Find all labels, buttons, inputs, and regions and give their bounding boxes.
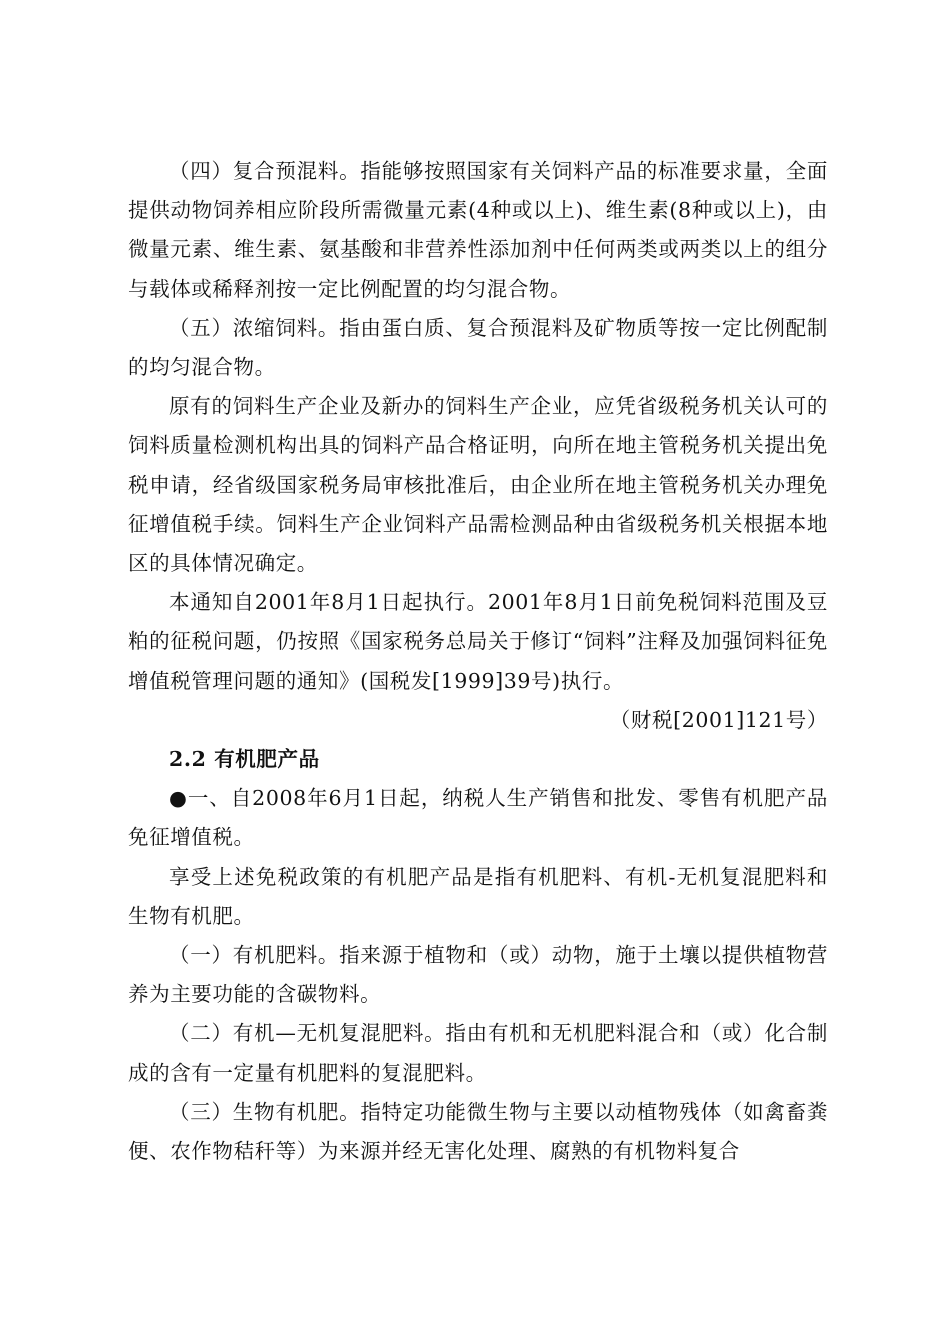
paragraph-organic-fertilizer-definition: （一）有机肥料。指来源于植物和（或）动物，施于土壤以提供植物营养为主要功能的含碳物料。	[128, 943, 828, 1007]
paragraph-effective-date: 本通知自2001年8月1日起执行。2001年8月1日前免税饲料范围及豆粕的征税问题，仍按照《国家税务总局关于修订“饲料”注释及加强饲料征免增值税管理问题的通知》(国税发[1999]39号)执行。	[128, 590, 828, 693]
paragraph-bio-organic-fertilizer-definition: （三）生物有机肥。指特定功能微生物与主要以动植物残体（如禽畜粪便、农作物秸秆等）为来源并经无害化处理、腐熟的有机物料复合	[128, 1099, 828, 1164]
paragraph-compound-fertilizer-definition: （二）有机—无机复混肥料。指由有机和无机肥料混合和（或）化合制成的含有一定量有机肥料的复混肥料。	[128, 1021, 828, 1085]
paragraph-premix: （四）复合预混料。指能够按照国家有关饲料产品的标准要求量，全面提供动物饲养相应阶段所需微量元素(4种或以上)、维生素(8种或以上)，由微量元素、维生素、氨基酸和非营养性添加剂中任何两类或两类以上的组分与载体或稀释剂按一定比例配置的均匀混合物。	[128, 159, 828, 301]
citation: （财税[2001]121号）	[609, 707, 828, 732]
paragraph-tax-exemption-application: 原有的饲料生产企业及新办的饲料生产企业，应凭省级税务机关认可的饲料质量检测机构出具的饲料产品合格证明，向所在地主管税务机关提出免税申请，经省级国家税务局审核批准后，由企业所在地主管税务机关办理免征增值税手续。饲料生产企业饲料产品需检测品种由省级税务机关根据本地区的具体情况确定。	[128, 394, 828, 576]
paragraph-organic-fertilizer-exemption: ●一、自2008年6月1日起，纳税人生产销售和批发、零售有机肥产品免征增值税。	[128, 786, 828, 850]
document-body	[128, 152, 828, 1171]
paragraph-organic-fertilizer-scope: 享受上述免税政策的有机肥产品是指有机肥料、有机-无机复混肥料和生物有机肥。	[128, 864, 828, 928]
section-heading: 2.2 有机肥产品	[169, 747, 320, 772]
paragraph-concentrate: （五）浓缩饲料。指由蛋白质、复合预混料及矿物质等按一定比例配制的均匀混合物。	[128, 315, 828, 380]
